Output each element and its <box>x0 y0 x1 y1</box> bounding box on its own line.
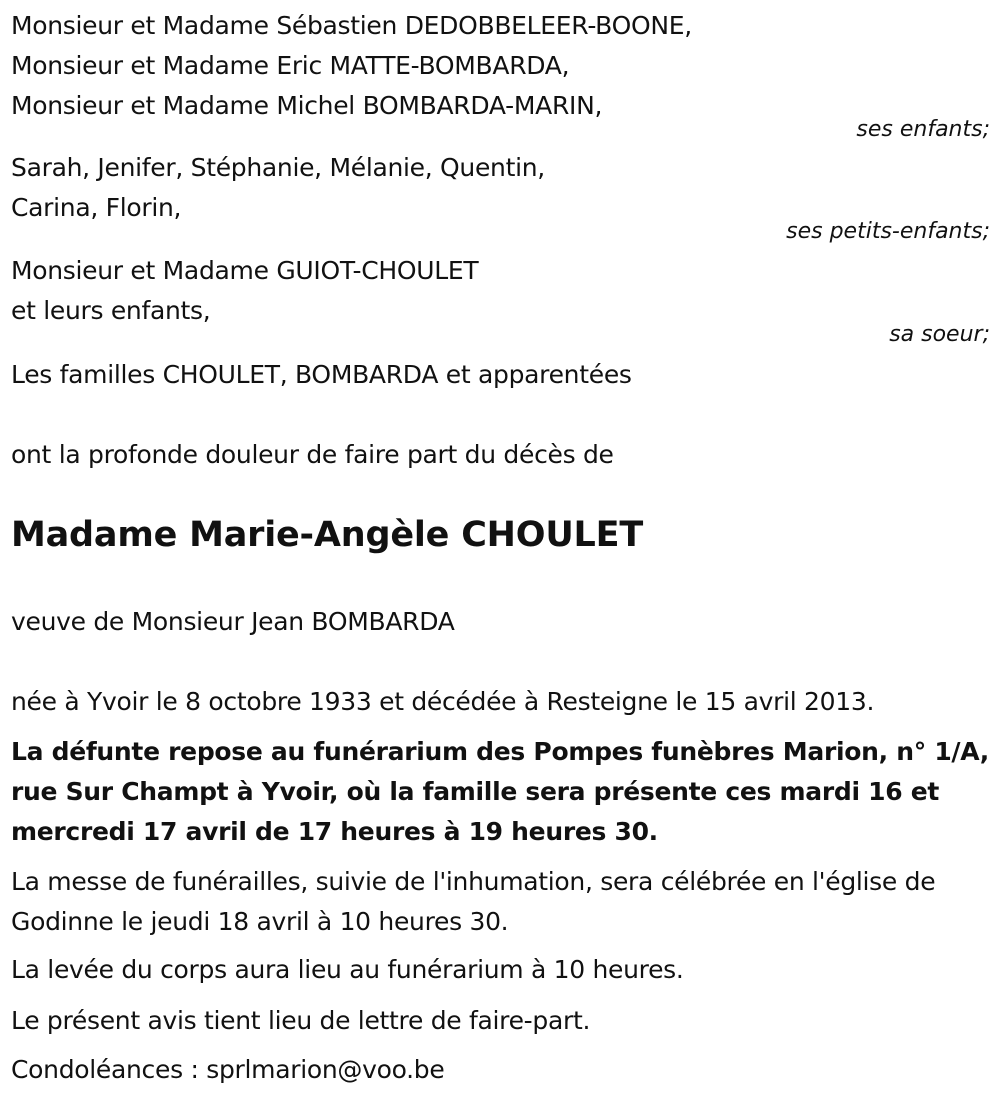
sister-line-1: Monsieur et Madame GUIOT-CHOULET <box>11 256 479 285</box>
deceased-name: Madame Marie-Angèle CHOULET <box>11 515 644 555</box>
viewing-paragraph: La défunte repose au funérarium des Pompes funèbres Marion, n° 1/A, rue Sur Champt à Yvoir, où la famille sera présente ces mardi 16 et mercredi 17 avril de 17 heures à 19 heures 30. <box>11 737 989 846</box>
grandchildren-line-2: Carina, Florin, <box>11 193 182 222</box>
children-role: ses enfants; <box>856 117 990 142</box>
sister-role: sa soeur; <box>889 322 990 347</box>
child-line-1: Monsieur et Madame Sébastien DEDOBBELEER-BOONE, <box>11 11 692 40</box>
grandchildren-role: ses petits-enfants; <box>786 219 990 244</box>
child-line-2: Monsieur et Madame Eric MATTE-BOMBARDA, <box>11 51 570 80</box>
announcement-line: ont la profonde douleur de faire part du décès de <box>11 440 614 469</box>
birth-death-line: née à Yvoir le 8 octobre 1933 et décédée à Resteigne le 15 avril 2013. <box>11 687 875 716</box>
child-line-3: Monsieur et Madame Michel BOMBARDA-MARIN, <box>11 91 603 120</box>
condolences-line: Condoléances : sprlmarion@voo.be <box>11 1055 445 1084</box>
relatives-line: Les familles CHOULET, BOMBARDA et apparentées <box>11 360 632 389</box>
departure-line: La levée du corps aura lieu au funérarium à 10 heures. <box>11 955 684 984</box>
notice-line: Le présent avis tient lieu de lettre de faire-part. <box>11 1006 591 1035</box>
widow-of-line: veuve de Monsieur Jean BOMBARDA <box>11 607 455 636</box>
mass-paragraph: La messe de funérailles, suivie de l'inhumation, sera célébrée en l'église de Godinne le jeudi 18 avril à 10 heures 30. <box>11 867 936 936</box>
sister-line-2: et leurs enfants, <box>11 296 211 325</box>
grandchildren-line-1: Sarah, Jenifer, Stéphanie, Mélanie, Quentin, <box>11 153 545 182</box>
